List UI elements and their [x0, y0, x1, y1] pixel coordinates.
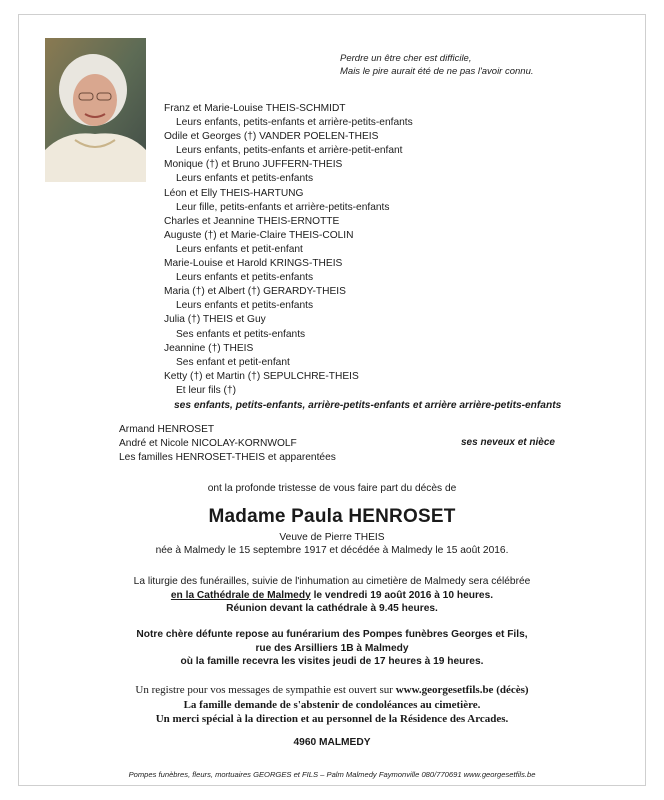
family-line: Marie-Louise et Harold KRINGS-THEIS	[164, 258, 343, 270]
funeral-home-footer: Pompes funèbres, fleurs, mortuaires GEORGES et FILS – Palm Malmedy Faymonville 080/770691 www.georgesetfils.be	[128, 770, 536, 779]
city-line: 4960 MALMEDY	[293, 737, 371, 748]
family-line: Leurs enfants et petit-enfant	[176, 243, 303, 255]
registry-notes	[30, 683, 634, 727]
family-line: Ketty (†) et Martin (†) SEPULCHRE-THEIS	[164, 370, 359, 382]
registry-website-link[interactable]: www.georgesetfils.be (décès)	[395, 684, 529, 696]
nephews-label: ses neveux et nièce	[461, 437, 555, 448]
deceased-name: Madame Paula HENROSET	[208, 506, 456, 527]
family-line: Auguste (†) et Marie-Claire THEIS-COLIN	[164, 229, 354, 241]
rest-line: Notre chère défunte repose au funérarium des Pompes funèbres Georges et Fils,	[136, 629, 528, 640]
family-list	[164, 102, 604, 413]
family-line: Jeannine (†) THEIS	[164, 342, 254, 354]
funeral-home-details	[30, 628, 634, 669]
ceremony-place: en la Cathédrale de Malmedy	[170, 589, 311, 601]
family-line: Leurs enfants et petits-enfants	[176, 173, 314, 185]
widow-of: Veuve de Pierre THEIS	[279, 532, 385, 543]
birth-death-dates: née à Malmedy le 15 septembre 1917 et décédée à Malmedy le 15 août 2016.	[155, 545, 509, 556]
family-line: Ses enfant et petit-enfant	[176, 356, 290, 368]
liturgy-line: La liturgie des funérailles, suivie de l'inhumation au cimetière de Malmedy sera célébrée	[133, 576, 531, 587]
quote-line: Mais le pire aurait été de ne pas l'avoir connu.	[340, 66, 534, 77]
family-line: Leurs enfants et petits-enfants	[176, 272, 314, 284]
family-line: Leurs enfants, petits-enfants et arrière-petits-enfants	[176, 117, 413, 129]
relative-line: André et Nicole NICOLAY-KORNWOLF	[119, 438, 297, 450]
family-line: Leurs enfants, petits-enfants et arrière-petit-enfant	[176, 145, 403, 157]
deceased-photo	[45, 38, 146, 182]
registry-prefix: Un registre pour vos messages de sympathie est ouvert sur	[135, 684, 396, 696]
condolence-note: La famille demande de s'abstenir de condoléances au cimetière.	[183, 698, 481, 711]
family-line: Monique (†) et Bruno JUFFERN-THEIS	[164, 159, 343, 171]
family-line: Odile et Georges (†) VANDER POELEN-THEIS	[164, 131, 379, 143]
thanks-note: Un merci spécial à la direction et au personnel de la Résidence des Arcades.	[155, 713, 509, 725]
quote-line: Perdre un être cher est difficile,	[340, 53, 472, 64]
family-line: Leur fille, petits-enfants et arrière-petits-enfants	[176, 201, 390, 213]
family-line: Julia (†) THEIS et Guy	[164, 314, 266, 326]
family-line: Maria (†) et Albert (†) GERARDY-THEIS	[164, 286, 346, 298]
epigraph-quote	[340, 52, 534, 78]
meeting-line: Réunion devant la cathédrale à 9.45 heures.	[226, 603, 438, 614]
family-line: Ses enfants et petits-enfants	[176, 328, 306, 340]
other-relatives	[119, 423, 336, 466]
family-line: Charles et Jeannine THEIS-ERNOTTE	[164, 215, 340, 227]
family-line: Leurs enfants et petits-enfants	[176, 300, 314, 312]
portrait-image	[45, 38, 146, 182]
rest-address: rue des Arsilliers 1B à Malmedy	[255, 642, 409, 654]
family-line: Léon et Elly THEIS-HARTUNG	[164, 187, 304, 199]
funeral-details	[30, 575, 634, 616]
relative-line: Les familles HENROSET-THEIS et apparentées	[119, 452, 336, 464]
family-line: Franz et Marie-Louise THEIS-SCHMIDT	[164, 103, 346, 114]
family-line: Et leur fils (†)	[176, 384, 237, 396]
registry-line	[30, 683, 634, 698]
visiting-hours: où la famille recevra les visites jeudi de 17 heures à 19 heures.	[180, 656, 484, 668]
grandchildren-line: ses enfants, petits-enfants, arrière-petits-enfants et arrière arrière-petits-enfants	[174, 399, 562, 411]
ceremony-line	[30, 589, 634, 603]
relative-line: Armand HENROSET	[119, 424, 215, 435]
announcement-text: ont la profonde tristesse de vous faire part du décès de	[207, 483, 457, 494]
ceremony-datetime: le vendredi 19 août 2016 à 10 heures.	[310, 589, 494, 601]
